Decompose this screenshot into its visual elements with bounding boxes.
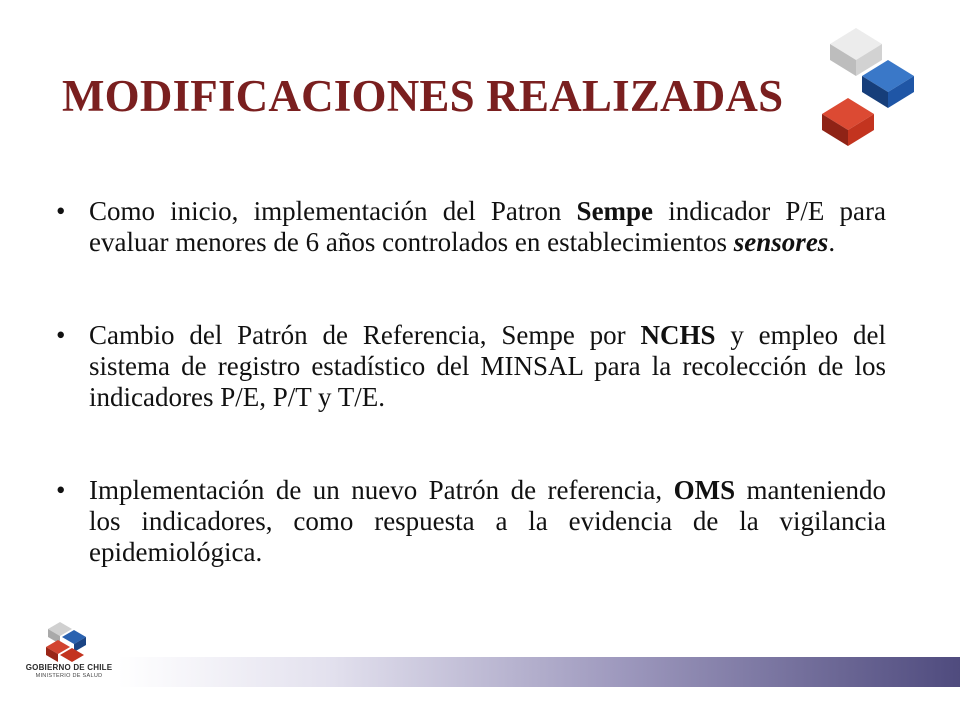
bullet-marker: • — [56, 475, 66, 505]
text-run: Como inicio, implementación del Patron — [89, 196, 577, 226]
text-run: indicador P/E para evaluar menores de 6 años controlados en establecimientos — [89, 196, 886, 257]
text-run: y empleo del sistema de registro estadístico del MINSAL para la recolección de los indicadores P/E, P/T y T/E. — [89, 320, 886, 412]
footer-ministerio-text: MINISTERIO DE SALUD — [35, 673, 103, 679]
bold-term-oms: OMS — [673, 475, 736, 505]
bold-term-nchs: NCHS — [640, 320, 716, 350]
text-run: . — [828, 227, 836, 257]
bullet-item-3 — [56, 475, 886, 568]
text-run: Implementación de un nuevo Patrón de referencia, — [89, 475, 674, 505]
bullet-text-2 — [89, 320, 886, 412]
gobierno-de-chile-logo-icon — [14, 618, 124, 692]
bullet-list — [56, 196, 886, 630]
bold-term-sempe: Sempe — [576, 196, 654, 226]
cubes-logo-icon — [808, 24, 928, 148]
bullet-item-2 — [56, 320, 886, 413]
bullet-text-3 — [89, 475, 886, 567]
slide-title: MODIFICACIONES REALIZADAS — [62, 71, 784, 121]
bullet-item-1 — [56, 196, 886, 258]
bullet-marker: • — [56, 320, 66, 350]
footer-gradient-bar — [118, 657, 960, 687]
footer-gobierno-text: GOBIERNO DE CHILE — [25, 663, 113, 672]
bullet-text-1 — [89, 196, 886, 257]
italic-term-sensores: sensores — [733, 227, 829, 257]
text-run: manteniendo los indicadores, como respuesta a la evidencia de la vigilancia epidemiológica. — [89, 475, 886, 567]
bullet-marker: • — [56, 196, 66, 226]
text-run: Cambio del Patrón de Referencia, Sempe por — [89, 320, 641, 350]
